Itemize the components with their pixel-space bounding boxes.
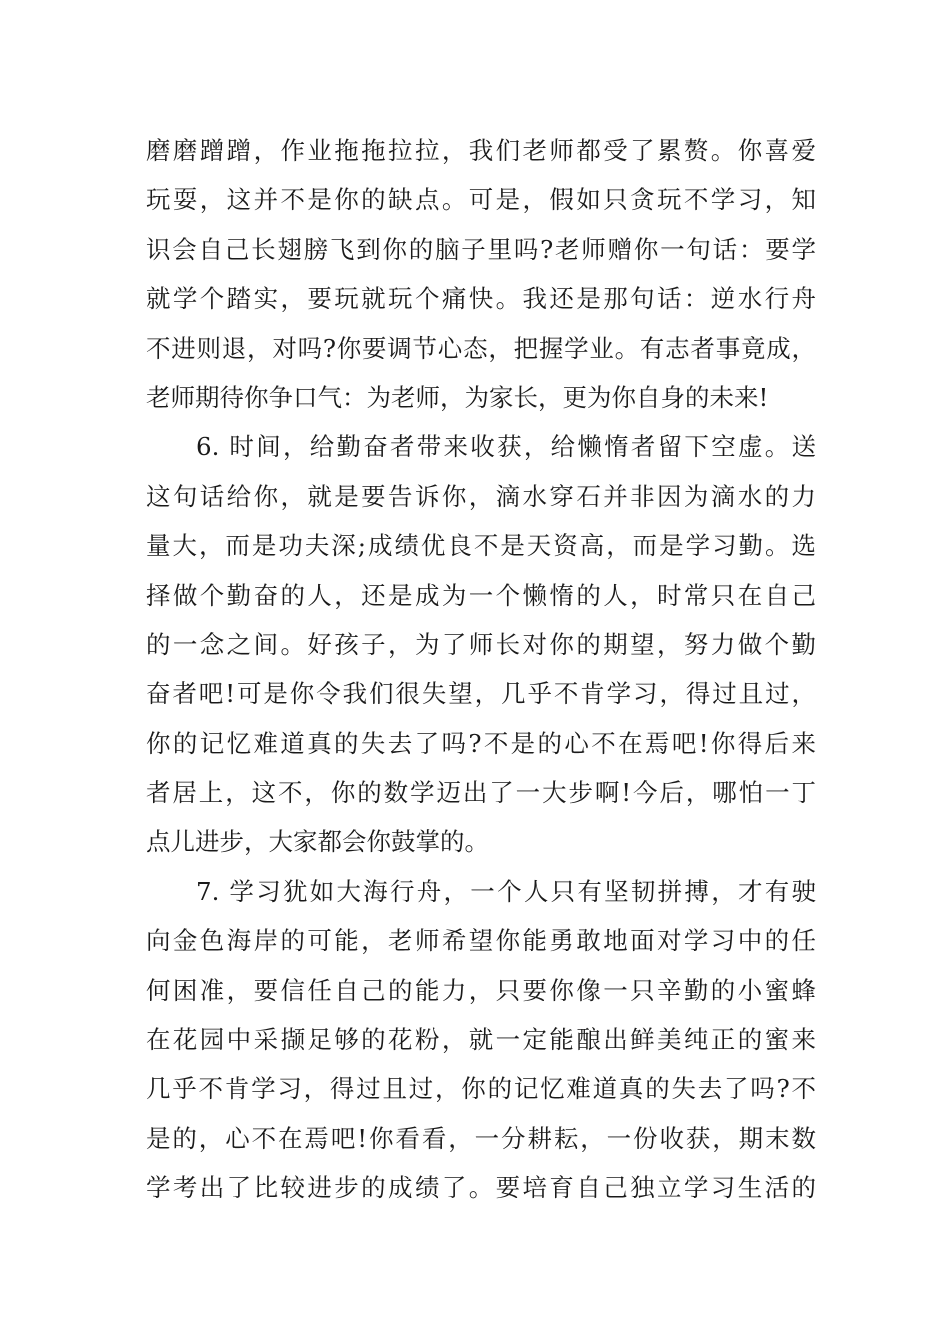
text-line: 何困准，要信任自己的能力，只要你像一只辛勤的小蜜蜂 [146, 975, 816, 1005]
text-line: 的一念之间。好孩子，为了师长对你的期望，努力做个勤 [146, 629, 816, 659]
paragraph-continued [146, 126, 816, 422]
text-line: 点儿进步，大家都会你鼓掌的。 [146, 827, 489, 857]
paragraph-6 [146, 422, 816, 867]
text-line: 识会自己长翅膀飞到你的脑子里吗?老师赠你一句话：要学 [146, 234, 816, 264]
text-line: 6. 时间，给勤奋者带来收获，给懒惰者留下空虚。送 [196, 432, 816, 462]
text-line: 玩耍，这并不是你的缺点。可是，假如只贪玩不学习，知 [146, 185, 816, 215]
text-line: 磨磨蹭蹭，作业拖拖拉拉，我们老师都受了累赘。你喜爱 [146, 136, 816, 165]
text-line: 向金色海岸的可能，老师希望你能勇敢地面对学习中的任 [146, 926, 816, 956]
text-line: 者居上，这不，你的数学迈出了一大步啊!今后，哪怕一丁 [146, 778, 816, 808]
text-line: 学考出了比较进步的成绩了。要培育自己独立学习生活的 [146, 1173, 816, 1203]
text-line: 奋者吧!可是你令我们很失望，几乎不肯学习，得过且过， [146, 679, 816, 709]
text-line: 在花园中采撷足够的花粉，就一定能酿出鲜美纯正的蜜来 [146, 1025, 816, 1055]
text-line: 就学个踏实，要玩就玩个痛快。我还是那句话：逆水行舟 [146, 284, 816, 314]
text-line: 你的记忆难道真的失去了吗?不是的心不在焉吧!你得后来 [146, 728, 816, 758]
text-line: 几乎不肯学习，得过且过，你的记忆难道真的失去了吗?不 [146, 1074, 816, 1104]
text-line: 这句话给你，就是要告诉你，滴水穿石并非因为滴水的力 [146, 481, 816, 511]
text-line: 择做个勤奋的人，还是成为一个懒惰的人，时常只在自己 [146, 580, 816, 610]
text-line: 是的，心不在焉吧!你看看，一分耕耘，一份收获，期末数 [146, 1123, 816, 1153]
text-line: 量大，而是功夫深;成绩优良不是天资高，而是学习勤。选 [146, 531, 816, 561]
paragraph-7 [146, 867, 816, 1213]
text-line: 7. 学习犹如大海行舟，一个人只有坚韧拼搏，才有驶 [196, 876, 816, 906]
text-line: 老师期待你争口气：为老师，为家长，更为你自身的未来! [146, 382, 769, 412]
text-line: 不进则退，对吗?你要调节心态，把握学业。有志者事竟成， [146, 333, 816, 363]
document-body [146, 126, 816, 1213]
